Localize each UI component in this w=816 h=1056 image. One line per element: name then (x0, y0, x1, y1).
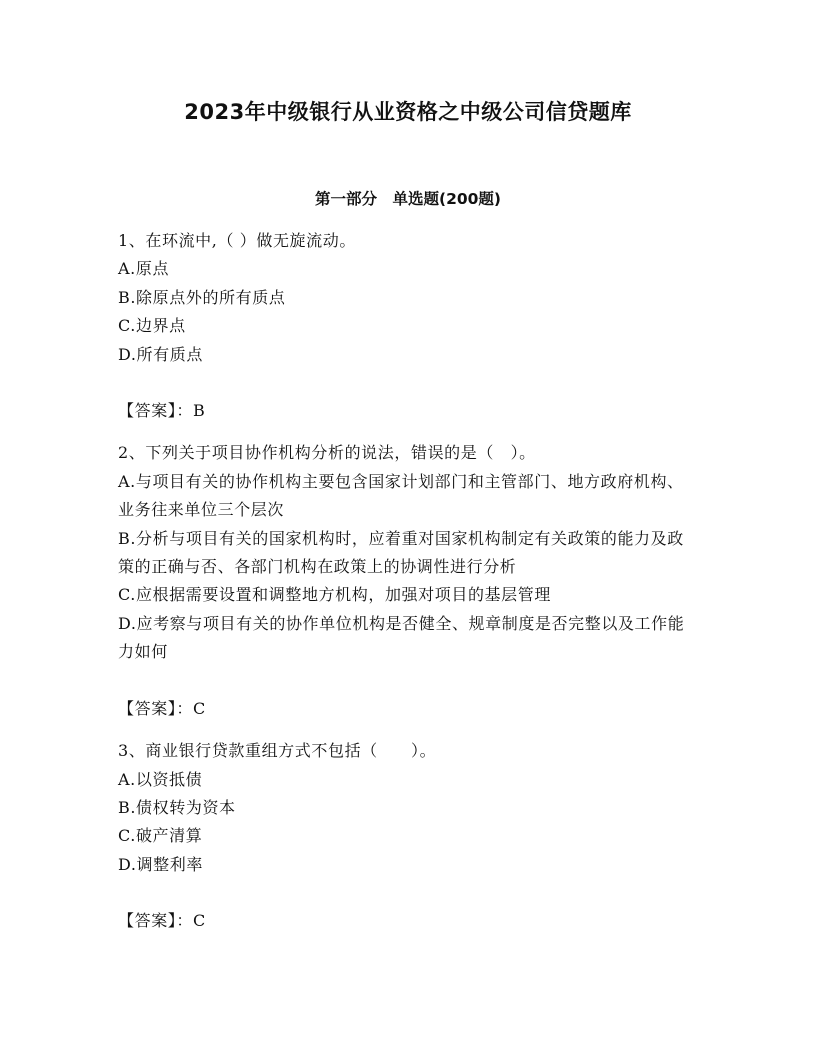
option-b: B.分析与项目有关的国家机构时，应着重对国家机构制定有关政策的能力及政策的正确与否、各部门机构在政策上的协调性进行分析 (118, 528, 684, 577)
section-title: 第一部分 单选题(200题) (314, 190, 502, 208)
option-a: A.原点 (118, 259, 170, 279)
option-c: C.应根据需要设置和调整地方机构，加强对项目的基层管理 (118, 585, 551, 605)
option-b: B.债权转为资本 (118, 797, 236, 817)
question-3 (118, 737, 698, 935)
option-b: B.除原点外的所有质点 (118, 287, 286, 307)
question-stem: 2、下列关于项目协作机构分析的说法，错误的是（ ）。 (118, 443, 536, 463)
option-d: D.调整利率 (118, 854, 203, 874)
option-c: C.破产清算 (118, 826, 203, 846)
option-c: C.边界点 (118, 316, 186, 336)
question-stem: 1、在环流中,（ ）做无旋流动。 (118, 231, 356, 250)
option-a: A.与项目有关的协作机构主要包含国家计划部门和主管部门、地方政府机构、业务往来单位三个层次 (118, 471, 684, 520)
answer-label: 【答案】：B (118, 401, 206, 421)
question-stem: 3、商业银行贷款重组方式不包括（ ）。 (118, 741, 437, 761)
answer-label: 【答案】：C (118, 911, 206, 931)
question-2 (118, 439, 698, 723)
question-list (118, 227, 698, 950)
document-title: 2023年中级银行从业资格之中级公司信贷题库 (184, 100, 632, 124)
answer-label: 【答案】：C (118, 698, 206, 718)
option-a: A.以资抵债 (118, 769, 203, 789)
option-d: D.应考察与项目有关的协作单位机构是否健全、规章制度是否完整以及工作能力如何 (118, 613, 685, 662)
option-d: D.所有质点 (118, 344, 203, 364)
question-1 (118, 227, 698, 425)
